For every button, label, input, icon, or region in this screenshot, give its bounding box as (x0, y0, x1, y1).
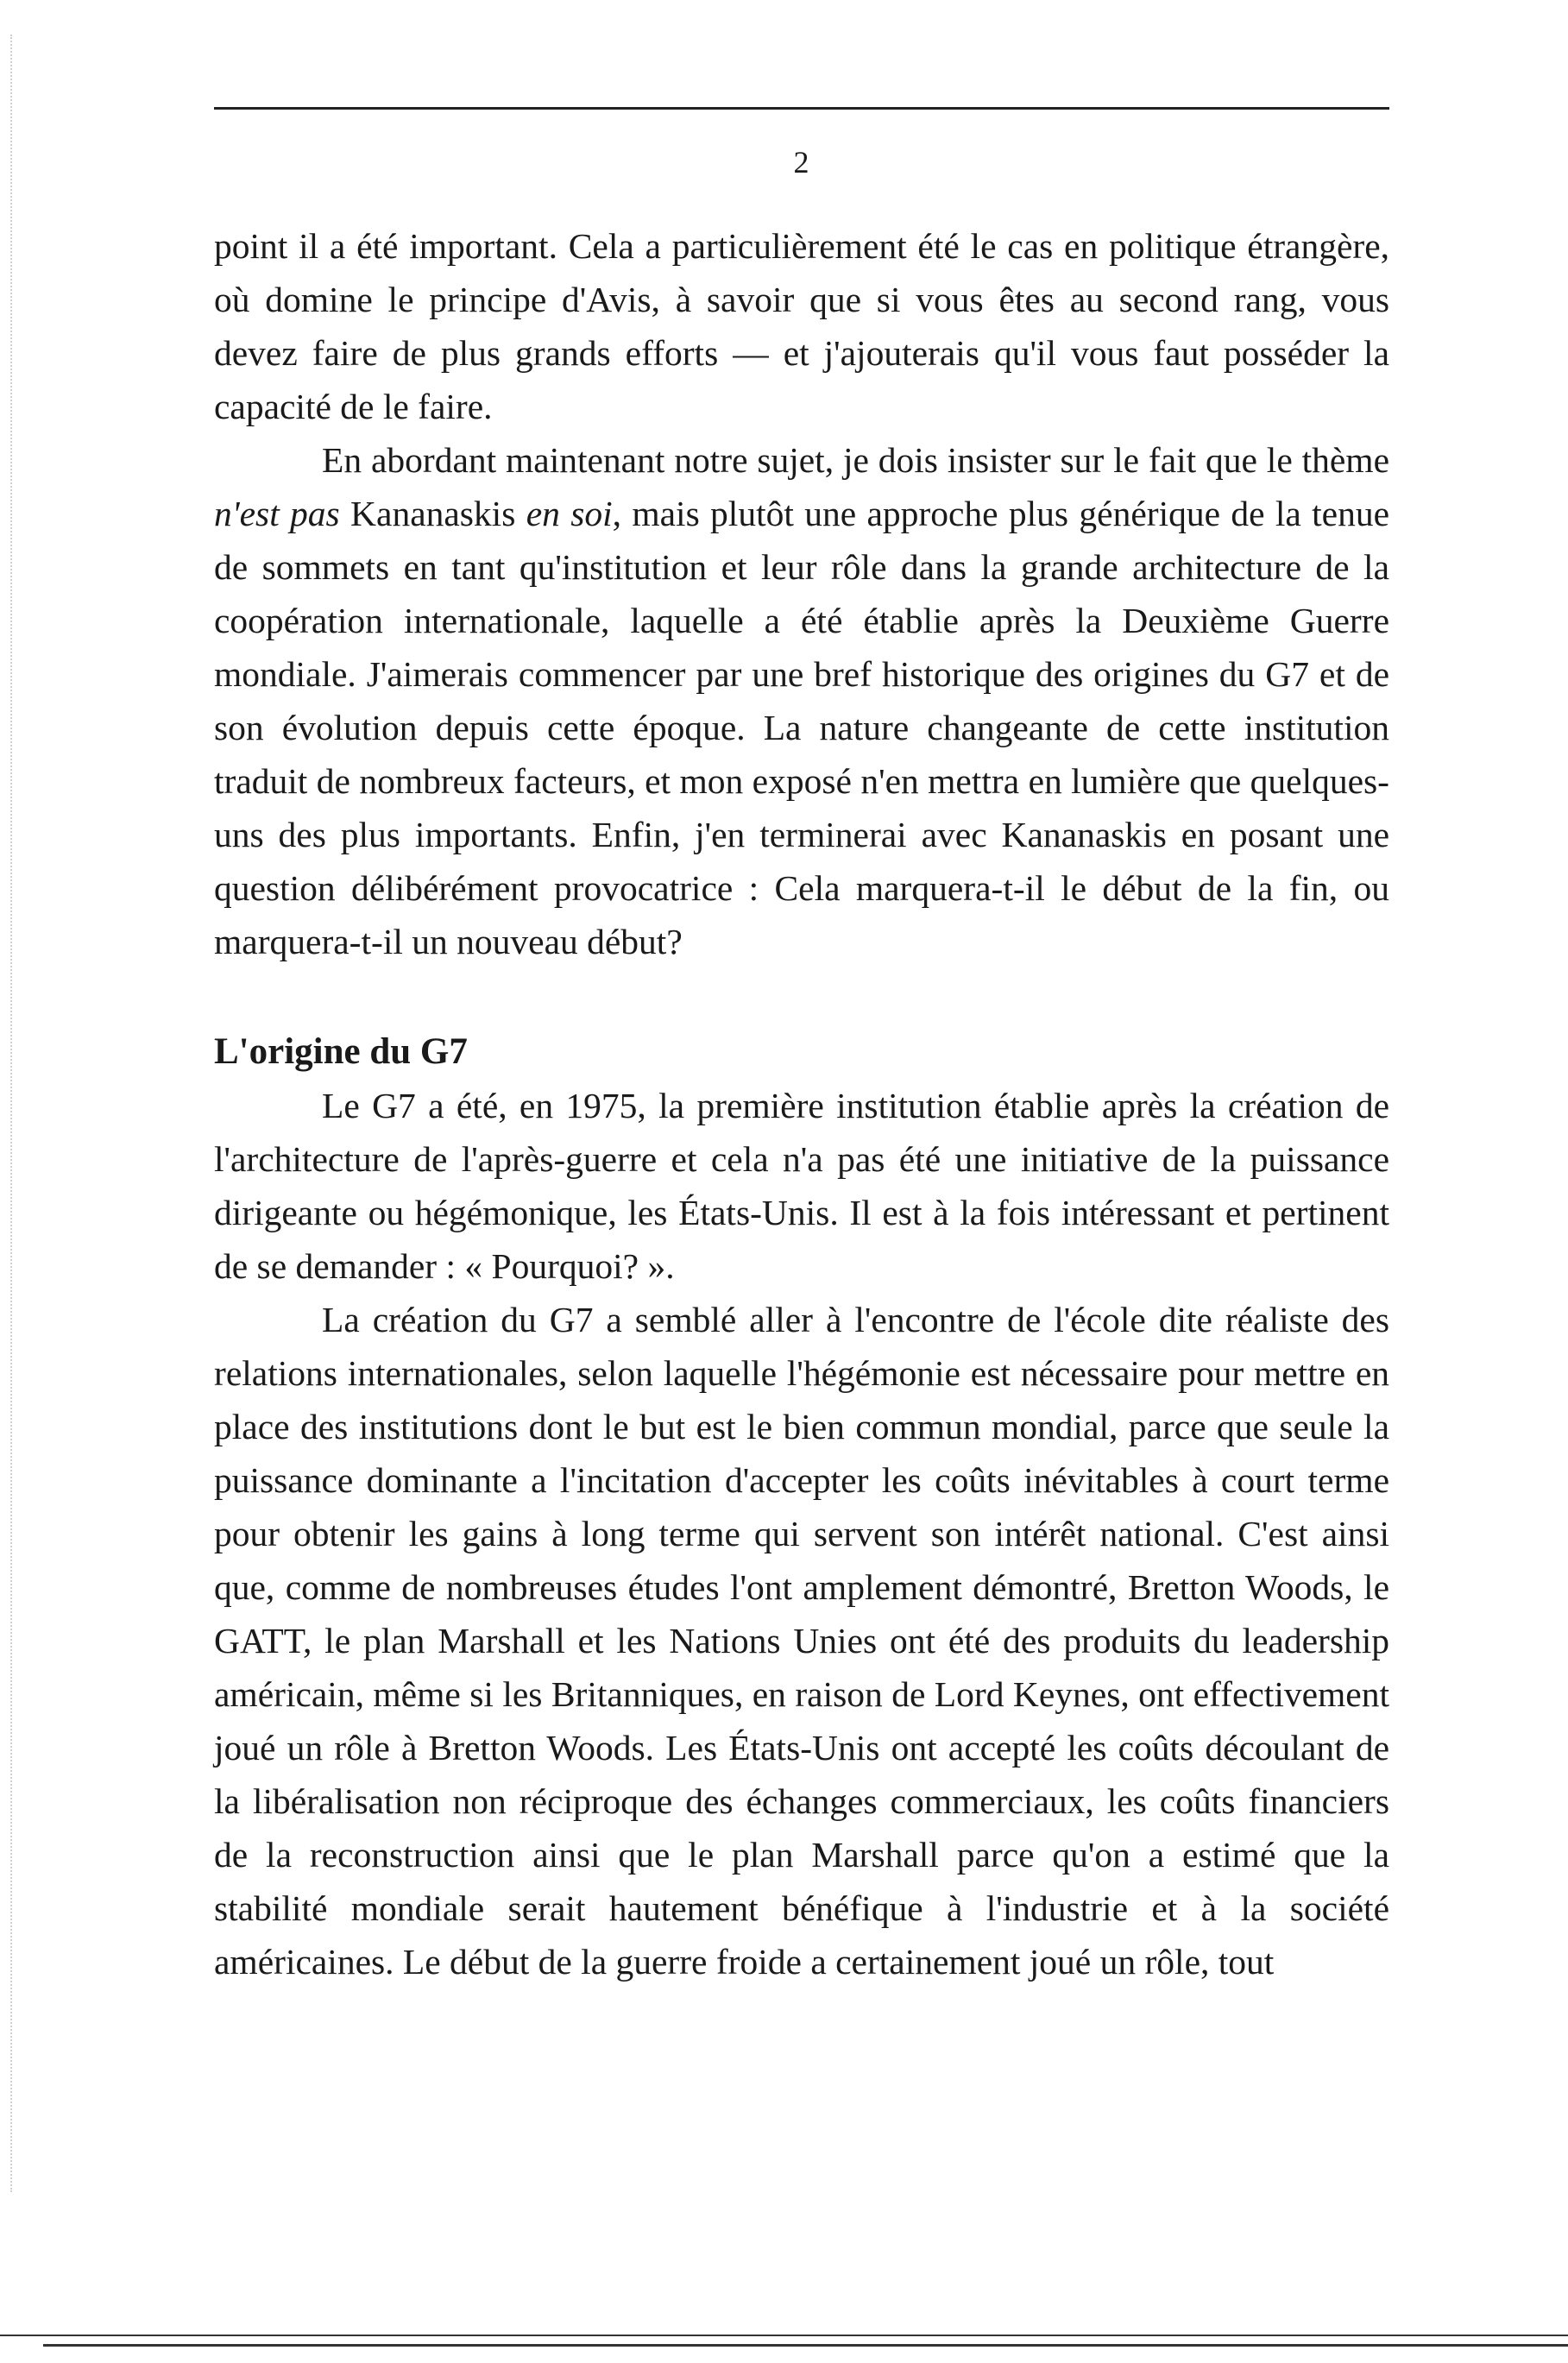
paragraph-origin: Le G7 a été, en 1975, la première institution établie après la création de l'architecture de l'après-guerre et cela n'a pas été une initiative de la puissance dirigeante ou hégémonique, les États-Unis. Il est à la fois intéressant et pertinent de se demander : « Pourquoi? ». (214, 1086, 1389, 1286)
paragraph-subject-text-a: En abordant maintenant notre sujet, je dois insister sur le fait que le thème (322, 440, 1389, 480)
footer-rule-thick (43, 2344, 1568, 2347)
paragraph-realist-school: La création du G7 a semblé aller à l'encontre de l'école dite réaliste des relations internationales, selon laquelle l'hégémonie est nécessaire pour mettre en place des institutions dont le but est le bien commun mondial, parce que seule la puissance dominante a l'incitation d'accepter les coûts inévitables à court terme pour obtenir les gains à long terme qui servent son intérêt national. C'est ainsi que, comme de nombreuses études l'ont amplement démontré, Bretton Woods, le GATT, le plan Marshall et les Nations Unies ont été des produits du leadership américain, même si les Britanniques, en raison de Lord Keynes, ont effectivement joué un rôle à Bretton Woods. Les États-Unis ont accepté les coûts découlant de la libéralisation non réciproque des échanges commerciaux, les coûts financiers de la reconstruction ainsi que le plan Marshall parce qu'on a estimé que la stabilité mondiale serait hautement bénéfique à l'industrie et à la société américaines. Le début de la guerre froide a certainement joué un rôle, tout (214, 1300, 1389, 1982)
paragraph-subject-text-b: Kananaskis (339, 494, 526, 533)
scan-margin-mark (10, 35, 14, 2192)
paragraph-subject (214, 433, 1389, 968)
paragraph-subject-text-c: , mais plutôt une approche plus générique de la tenue de sommets en tant qu'institution et leur rôle dans la grande architecture de la coopération internationale, laquelle a été établie après la Deuxième Guerre mondiale. J'aimerais commencer par une bref historique des origines du G7 et de son évolution depuis cette époque. La nature changeante de cette institution traduit de nombreux facteurs, et mon exposé n'en mettra en lumière que quelques-uns des plus importants. Enfin, j'en terminerai avec Kananaskis en posant une question délibérément provocatrice : Cela marquera-t-il le début de la fin, ou marquera-t-il un nouveau début? (214, 494, 1389, 961)
header-rule (214, 107, 1389, 110)
paragraph-continuation: point il a été important. Cela a particulièrement été le cas en politique étrangère, où domine le principe d'Avis, à savoir que si vous êtes au second rang, vous devez faire de plus grands efforts — et j'ajouterais qu'il vous faut posséder la capacité de le faire. (214, 226, 1389, 426)
footer-rule (0, 2335, 1568, 2336)
page-body (214, 219, 1389, 1988)
emphasis-en-soi: en soi (526, 494, 613, 533)
page-number: 2 (793, 145, 809, 180)
emphasis-n-est-pas: n'est pas (214, 494, 340, 533)
section-heading: L'origine du G7 (214, 1031, 468, 1072)
